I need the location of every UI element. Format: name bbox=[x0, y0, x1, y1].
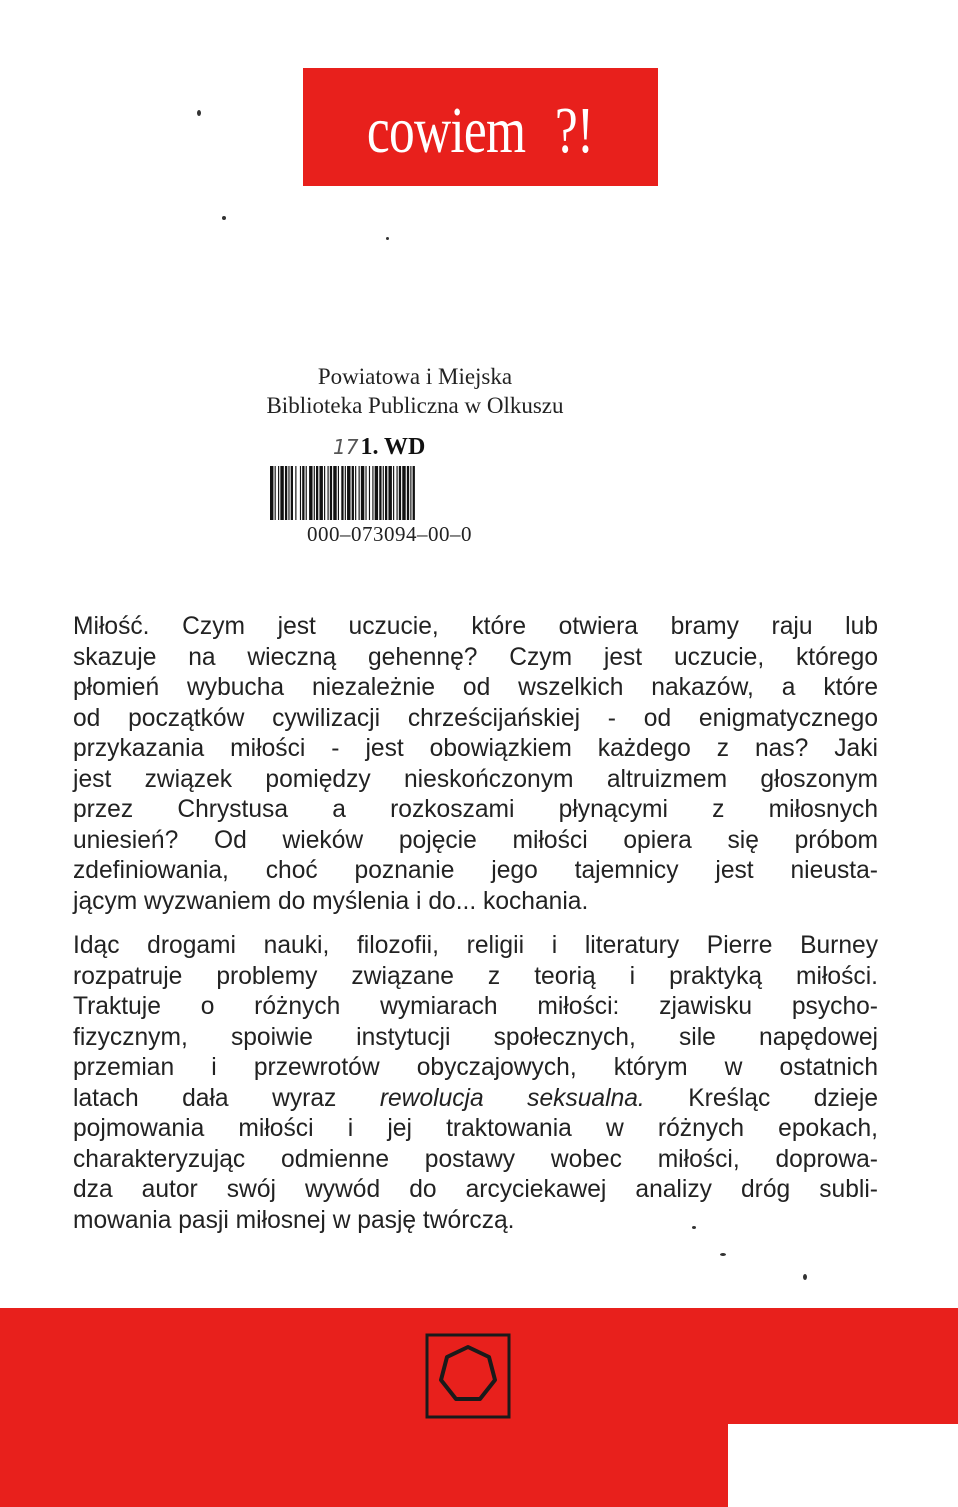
barcode-bar bbox=[314, 466, 315, 520]
barcode-bar bbox=[319, 466, 322, 520]
blurb-line: Miłość. Czym jest uczucie, które otwiera bramy raju lub bbox=[73, 613, 878, 640]
barcode-bar bbox=[347, 466, 350, 520]
barcode-bar bbox=[302, 466, 304, 520]
barcode-bar bbox=[295, 466, 296, 520]
blurb-line: przemian i przewrotów obyczajowych, którym w ostatnich bbox=[73, 1054, 878, 1081]
barcode-bar bbox=[385, 466, 387, 520]
blurb-line: uniesień? Od wieków pojęcie miłości opiera się próbom bbox=[73, 826, 878, 854]
call-number-text: 1. WD bbox=[360, 434, 426, 460]
barcode-bar bbox=[285, 466, 287, 520]
series-title-part2: wiem bbox=[414, 94, 526, 167]
barcode-bar bbox=[402, 466, 405, 520]
barcode-bar bbox=[393, 466, 394, 520]
dust-speck bbox=[222, 216, 226, 220]
barcode-bar bbox=[341, 466, 343, 520]
library-stamp bbox=[200, 362, 630, 420]
barcode-bar bbox=[333, 466, 336, 520]
barcode-bar bbox=[278, 466, 279, 520]
library-line-2: Biblioteka Publiczna w Olkuszu bbox=[266, 393, 564, 418]
barcode-bar bbox=[413, 466, 415, 520]
series-title-part3: ?! bbox=[555, 94, 594, 167]
blurb-line: jest związek pomiędzy nieskończonym altruizmem głoszonym bbox=[73, 765, 878, 793]
barcode-bar bbox=[359, 466, 360, 520]
barcode-bar bbox=[291, 466, 293, 520]
blurb-line: przykazania miłości - jest obowiązkiem każdego z nas? Jaki bbox=[73, 735, 878, 762]
barcode-bar bbox=[410, 466, 411, 520]
barcode-bar bbox=[280, 466, 283, 520]
dust-speck bbox=[803, 1274, 807, 1280]
dust-speck bbox=[720, 1253, 726, 1256]
barcode-bar bbox=[324, 466, 325, 520]
series-title-part1: co bbox=[367, 94, 415, 167]
barcode-bar bbox=[369, 466, 370, 520]
barcode-bar bbox=[306, 466, 307, 520]
barcode-bar bbox=[345, 466, 346, 520]
barcode-bar bbox=[288, 466, 289, 520]
call-number bbox=[333, 434, 425, 461]
blurb-line: od początków cywilizacji chrześcijańskiej - od enigmatycznego bbox=[73, 704, 878, 732]
barcode-bar bbox=[383, 466, 384, 520]
white-sticker bbox=[728, 1424, 958, 1507]
barcode-bar bbox=[309, 466, 312, 520]
series-title bbox=[367, 93, 593, 169]
blurb-line: jącym wyzwaniem do myślenia i do... kochania. bbox=[73, 887, 589, 915]
series-banner bbox=[303, 68, 658, 186]
blurb-paragraph-1 bbox=[73, 612, 878, 917]
dust-speck bbox=[692, 1226, 696, 1229]
blurb-line: Idąc drogami nauki, filozofii, religii i literatury Pierre Burney bbox=[73, 932, 878, 959]
barcode-bar bbox=[407, 466, 409, 520]
heptagon-logo-icon bbox=[425, 1333, 511, 1419]
dust-speck bbox=[197, 110, 201, 116]
barcode-bar bbox=[388, 466, 391, 520]
barcode-bar bbox=[379, 466, 381, 520]
blurb-line-with-italic bbox=[73, 1084, 878, 1115]
barcode-bar bbox=[270, 466, 273, 520]
barcode-bar bbox=[352, 466, 354, 520]
barcode-bar bbox=[330, 466, 332, 520]
blurb-line: płomień wybucha niezależnie od wszelkich nakazów, a które bbox=[73, 674, 878, 701]
barcode-bar bbox=[328, 466, 329, 520]
dust-speck bbox=[386, 237, 389, 240]
blurb-line: skazuje na wieczną gehennę? Czym jest uczucie, którego bbox=[73, 643, 878, 671]
barcode-bar bbox=[355, 466, 356, 520]
barcode bbox=[270, 466, 502, 520]
barcode-bar bbox=[399, 466, 401, 520]
blurb bbox=[73, 612, 878, 1236]
blurb-line: rozpatruje problemy związane z teorią i praktyką miłości. bbox=[73, 962, 878, 990]
barcode-number: 000–073094–00–0 bbox=[307, 522, 472, 546]
blurb-text: latach dała wyraz bbox=[73, 1084, 380, 1112]
barcode-bar bbox=[361, 466, 364, 520]
blurb-line: charakteryzując odmienne postawy wobec miłości, doprowa- bbox=[73, 1145, 878, 1173]
blurb-text: Kreśląc dzieje bbox=[644, 1084, 878, 1112]
blurb-line: mowania pasji miłosnej w pasję twórczą. bbox=[73, 1206, 515, 1234]
barcode-bar bbox=[300, 466, 301, 520]
library-line-1: Powiatowa i Miejska bbox=[317, 364, 513, 389]
call-number-handwritten: 17 bbox=[333, 435, 359, 459]
barcode-bar bbox=[372, 466, 373, 520]
barcode-bar bbox=[375, 466, 378, 520]
blurb-line: przez Chrystusa a rozkoszami płynącymi z miłosnych bbox=[73, 796, 878, 823]
barcode-bar bbox=[397, 466, 398, 520]
blurb-line: zdefiniowania, choć poznanie jego tajemnicy jest nieusta- bbox=[73, 857, 878, 884]
barcode-bar bbox=[275, 466, 276, 520]
blurb-paragraph-2 bbox=[73, 931, 878, 1236]
blurb-line: Traktuje o różnych wymiarach miłości: zjawisku psycho- bbox=[73, 993, 878, 1020]
blurb-line: fizycznym, spoiwie instytucji społecznych, sile napędowej bbox=[73, 1023, 878, 1051]
barcode-bar bbox=[338, 466, 339, 520]
barcode-bar bbox=[365, 466, 366, 520]
blurb-line: dza autor swój wywód do arcyciekawej analizy dróg subli- bbox=[73, 1176, 878, 1203]
blurb-line: pojmowania miłości i jej traktowania w różnych epokach, bbox=[73, 1115, 878, 1142]
blurb-italic-term: rewolucja seksualna. bbox=[379, 1084, 645, 1112]
barcode-bar bbox=[316, 466, 318, 520]
